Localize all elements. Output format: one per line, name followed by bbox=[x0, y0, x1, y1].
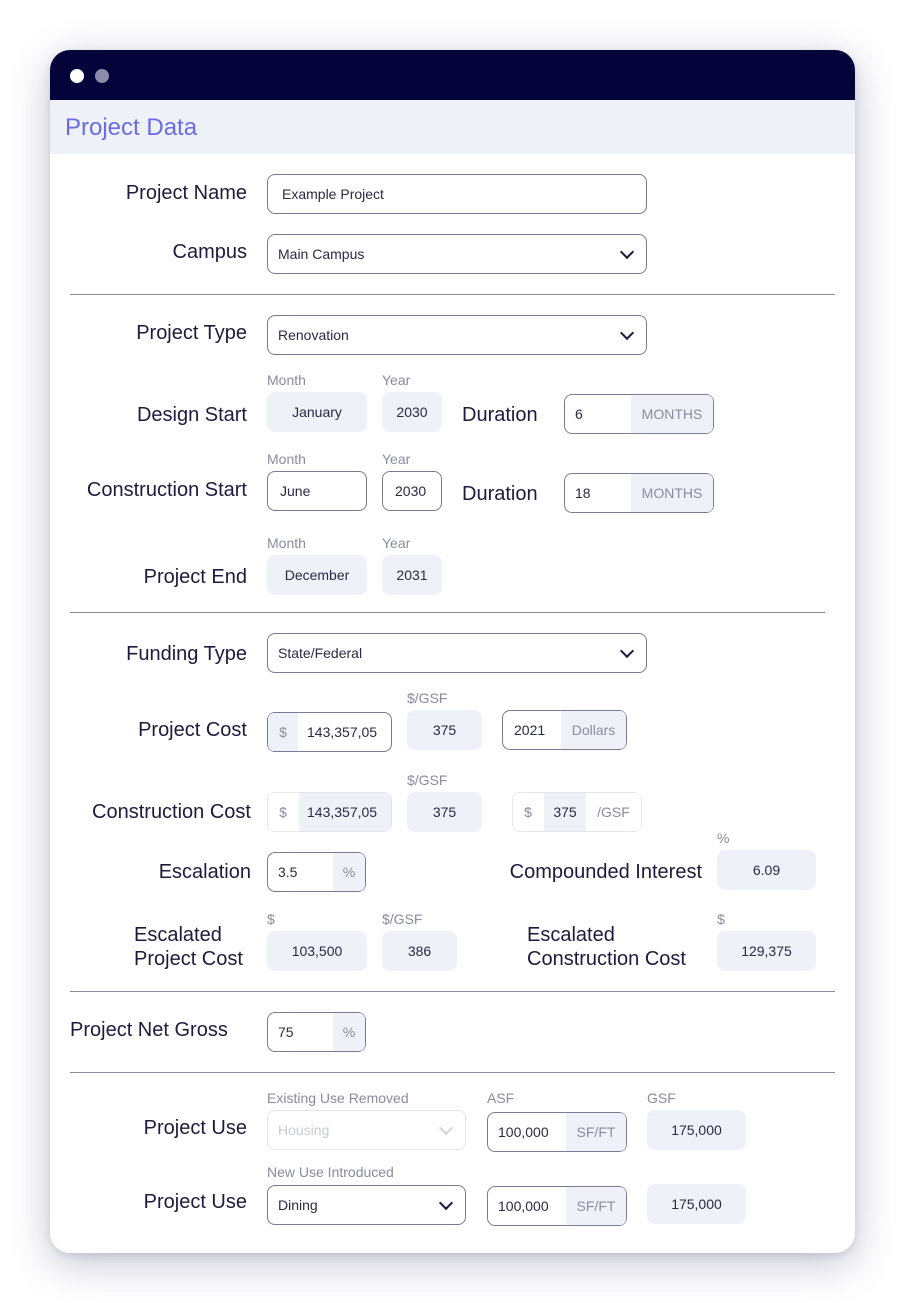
new-use-value: Dining bbox=[278, 1197, 318, 1213]
project-cost-per-gsf: 375 bbox=[407, 710, 482, 750]
escalated-construction-cost-label-1: Escalated bbox=[527, 924, 615, 946]
net-gross-input[interactable] bbox=[267, 1012, 366, 1052]
project-cost-year: 2021 bbox=[514, 722, 546, 738]
sf-ft-suffix: SF/FT bbox=[566, 1113, 626, 1151]
project-name-label: Project Name bbox=[125, 182, 247, 204]
construction-cost-gsf-caption: $/GSF bbox=[407, 772, 448, 788]
construction-cost-input[interactable] bbox=[267, 792, 392, 832]
construction-year-caption: Year bbox=[382, 451, 411, 467]
project-end-month: December bbox=[267, 555, 367, 595]
project-name-input[interactable] bbox=[267, 174, 647, 214]
project-type-value: Renovation bbox=[278, 327, 349, 343]
gsf-caption: GSF bbox=[647, 1090, 676, 1106]
title-bar bbox=[50, 50, 855, 100]
end-month-caption: Month bbox=[267, 535, 306, 551]
project-use-new-label: Project Use bbox=[143, 1191, 247, 1213]
design-month-caption: Month bbox=[267, 372, 306, 388]
escalated-construction-cost-value: 129,375 bbox=[717, 931, 816, 971]
sf-ft-suffix: SF/FT bbox=[566, 1187, 626, 1225]
chevron-down-icon bbox=[620, 644, 634, 658]
construction-start-month: June bbox=[280, 483, 311, 499]
percent-suffix: % bbox=[333, 1013, 365, 1051]
new-asf-value: 100,000 bbox=[498, 1198, 549, 1214]
construction-cost-per-gsf: 375 bbox=[407, 792, 482, 832]
dollar-prefix: $ bbox=[513, 793, 543, 831]
section-header bbox=[50, 100, 855, 154]
escalated-project-cost-value: 103,500 bbox=[267, 931, 367, 971]
compounded-interest-label: Compounded Interest bbox=[509, 861, 702, 883]
new-gsf-value: 175,000 bbox=[647, 1184, 746, 1224]
construction-cost-value: 143,357,05 bbox=[299, 793, 391, 831]
divider bbox=[70, 612, 825, 613]
project-cost-value: 143,357,05 bbox=[307, 724, 378, 740]
removed-asf-input[interactable] bbox=[487, 1112, 627, 1152]
new-use-select[interactable] bbox=[267, 1185, 466, 1225]
asf-caption: ASF bbox=[487, 1090, 515, 1106]
construction-unit-cost-value: 375 bbox=[544, 793, 586, 831]
escalated-construction-cost-label-2: Construction Cost bbox=[527, 948, 686, 970]
dollar-prefix: $ bbox=[268, 793, 298, 831]
design-start-month: January bbox=[267, 392, 367, 432]
divider bbox=[70, 1072, 835, 1073]
escalated-project-cost-label-2: Project Cost bbox=[134, 948, 243, 970]
design-duration-input[interactable] bbox=[564, 394, 714, 434]
project-cost-gsf-caption: $/GSF bbox=[407, 690, 448, 706]
design-duration-label: Duration bbox=[462, 404, 538, 426]
chevron-down-icon bbox=[439, 1121, 453, 1135]
campus-select[interactable] bbox=[267, 234, 647, 274]
existing-use-select[interactable] bbox=[267, 1110, 466, 1150]
design-start-label: Design Start bbox=[136, 404, 247, 426]
net-gross-value: 75 bbox=[278, 1024, 294, 1040]
escalated-construction-caption: $ bbox=[717, 911, 725, 927]
removed-asf-value: 100,000 bbox=[498, 1124, 549, 1140]
project-type-label: Project Type bbox=[136, 322, 247, 344]
construction-start-label: Construction Start bbox=[86, 479, 247, 501]
project-name-value: Example Project bbox=[282, 186, 384, 202]
window-close-dot[interactable] bbox=[70, 69, 84, 83]
chevron-down-icon bbox=[620, 245, 634, 259]
funding-type-label: Funding Type bbox=[126, 643, 247, 665]
construction-duration-input[interactable] bbox=[564, 473, 714, 513]
project-cost-input[interactable] bbox=[267, 712, 392, 752]
project-end-label: Project End bbox=[143, 566, 247, 588]
chevron-down-icon bbox=[439, 1196, 453, 1210]
escalation-value: 3.5 bbox=[278, 864, 298, 880]
compounded-interest-value: 6.09 bbox=[717, 850, 816, 890]
construction-month-caption: Month bbox=[267, 451, 306, 467]
dollar-prefix: $ bbox=[268, 713, 298, 751]
project-data-window bbox=[50, 50, 855, 1253]
existing-use-caption: Existing Use Removed bbox=[267, 1090, 409, 1106]
campus-label: Campus bbox=[172, 241, 247, 263]
design-year-caption: Year bbox=[382, 372, 411, 388]
design-duration-unit: MONTHS bbox=[631, 395, 713, 433]
escalated-project-cost-label-1: Escalated bbox=[134, 924, 222, 946]
escalation-label: Escalation bbox=[158, 861, 251, 883]
construction-start-year: 2030 bbox=[395, 483, 427, 499]
construction-unit-cost-input[interactable] bbox=[512, 792, 642, 832]
construction-duration-value: 18 bbox=[575, 485, 591, 501]
net-gross-label: Project Net Gross bbox=[70, 1019, 228, 1041]
funding-type-value: State/Federal bbox=[278, 645, 363, 661]
gsf-suffix: /GSF bbox=[586, 793, 641, 831]
divider bbox=[70, 294, 835, 295]
construction-duration-label: Duration bbox=[462, 483, 538, 505]
construction-cost-label: Construction Cost bbox=[92, 801, 251, 823]
escalated-project-gsf-caption: $/GSF bbox=[382, 911, 423, 927]
divider bbox=[70, 991, 835, 992]
new-asf-input[interactable] bbox=[487, 1186, 627, 1226]
construction-start-month-input[interactable] bbox=[267, 471, 367, 511]
page-title: Project Data bbox=[65, 114, 198, 141]
project-end-year: 2031 bbox=[382, 555, 442, 595]
percent-suffix: % bbox=[333, 853, 365, 891]
project-use-removed-label: Project Use bbox=[143, 1117, 247, 1139]
new-use-caption: New Use Introduced bbox=[267, 1164, 394, 1180]
construction-start-year-input[interactable] bbox=[382, 471, 442, 511]
project-cost-year-input[interactable] bbox=[502, 710, 627, 750]
existing-use-placeholder: Housing bbox=[278, 1122, 330, 1138]
project-cost-year-unit: Dollars bbox=[561, 711, 626, 749]
escalation-input[interactable] bbox=[267, 852, 366, 892]
project-cost-label: Project Cost bbox=[138, 719, 247, 741]
removed-gsf-value: 175,000 bbox=[647, 1110, 746, 1150]
project-type-select[interactable] bbox=[267, 315, 647, 355]
window-minimize-dot[interactable] bbox=[95, 69, 109, 83]
campus-value: Main Campus bbox=[278, 246, 365, 262]
design-duration-value: 6 bbox=[575, 406, 583, 422]
end-year-caption: Year bbox=[382, 535, 411, 551]
escalated-project-cost-per-gsf: 386 bbox=[382, 931, 457, 971]
escalated-project-dollar-caption: $ bbox=[267, 911, 275, 927]
design-start-year: 2030 bbox=[382, 392, 442, 432]
funding-type-select[interactable] bbox=[267, 633, 647, 673]
construction-duration-unit: MONTHS bbox=[631, 474, 713, 512]
chevron-down-icon bbox=[620, 326, 634, 340]
interest-caption: % bbox=[717, 830, 730, 846]
